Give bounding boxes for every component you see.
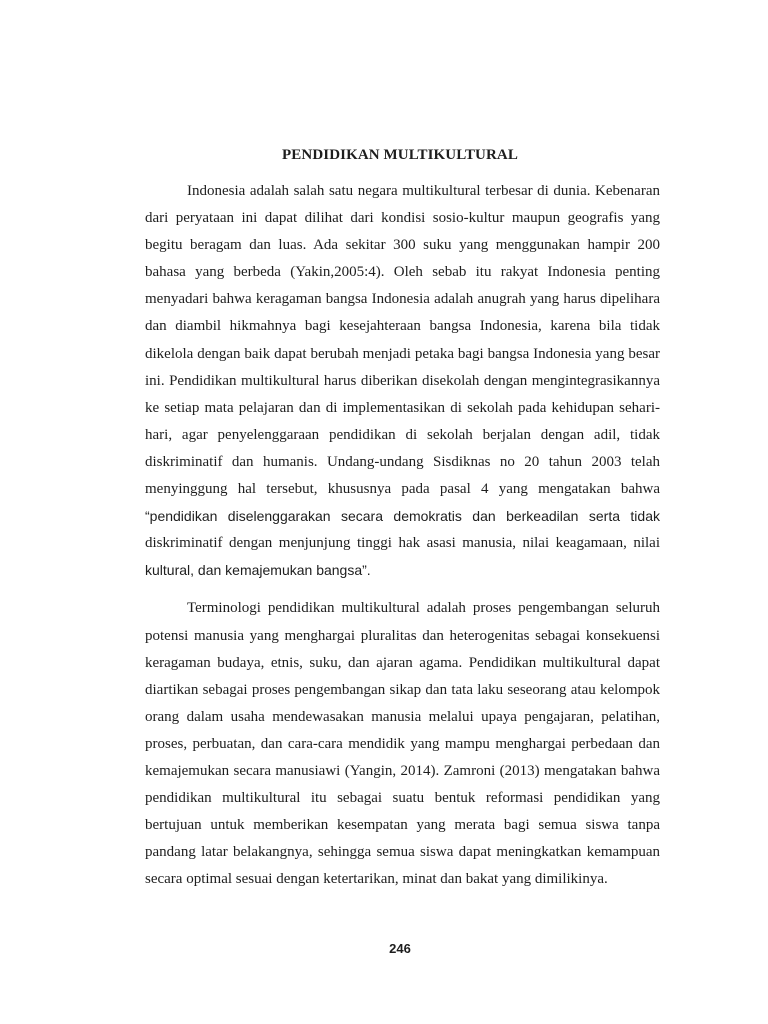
paragraph-1-line: ini. Pendidikan multikultural harus diberikan disekolah dengan mengintegrasikannya [145, 372, 660, 389]
body-text [145, 178, 660, 893]
paragraph-2-line: keragaman budaya, etnis, suku, dan ajaran agama. Pendidikan multikultural dapat [145, 654, 660, 671]
paragraph-2-line: potensi manusia yang menghargai pluralitas dan heterogenitas sebagai konsekuensi [145, 627, 660, 644]
paragraph-1-line: diskriminatif dan humanis. Undang-undang Sisdiknas no 20 tahun 2003 telah [145, 453, 660, 470]
paragraph-2-line: proses, perbuatan, dan cara-cara mendidik yang mampu menghargai perbedaan dan [145, 735, 660, 752]
page-number: 246 [389, 941, 411, 956]
paragraph-1-line: dan diambil hikmahnya bagi kesejahteraan bangsa Indonesia, karena bila tidak [145, 318, 660, 335]
paragraph-1-line: menyinggung hal tersebut, khususnya pada pasal 4 yang mengatakan bahwa [145, 481, 660, 498]
paragraph-2-line: orang dalam usaha mendewasakan manusia melalui upaya pengajaran, pelatihan, [145, 708, 660, 725]
paragraph-2-line: kemajemukan secara manusiawi (Yangin, 2014). Zamroni (2013) mengatakan bahwa [145, 762, 660, 779]
paragraph-2-line: pandang latar belakangnya, sehingga semua siswa dapat meningkatkan kemampuan [145, 844, 660, 861]
paragraph-2-line: Terminologi pendidikan multikultural adalah proses pengembangan seluruh [187, 600, 660, 617]
quote-line: kultural, dan kemajemukan bangsa”. [145, 562, 371, 579]
paragraph-2-line: bertujuan untuk memberikan kesempatan yang merata bagi semua siswa tanpa [145, 817, 660, 834]
paragraph-1-line: Indonesia adalah salah satu negara multikultural terbesar di dunia. Kebenaran [187, 183, 660, 199]
page-title: PENDIDIKAN MULTIKULTURAL [282, 147, 518, 163]
paragraph-2-line: secara optimal sesuai dengan ketertarikan, minat dan bakat yang dimilikinya. [145, 871, 608, 888]
paragraph-1-line: dikelola dengan baik dapat berubah menjadi petaka bagi bangsa Indonesia yang besar [145, 345, 660, 362]
paragraph-1-line: bahasa yang berbeda (Yakin,2005:4). Oleh sebab itu rakyat Indonesia penting [145, 264, 660, 281]
paragraph-1-line: ke setiap mata pelajaran dan di implementasikan di sekolah pada kehidupan sehari- [145, 399, 660, 416]
paragraph-1-line: hari, agar penyelenggaraan pendidikan di sekolah berjalan dengan adil, tidak [145, 426, 660, 443]
paragraph-1-line: begitu beragam dan luas. Ada sekitar 300 suku yang menggunakan hampir 200 [145, 237, 660, 254]
paragraph-2-line: pendidikan multikultural itu sebagai suatu bentuk reformasi pendidikan yang [145, 790, 660, 807]
paragraph-1-line: menyadari bahwa keragaman bangsa Indonesia adalah anugrah yang harus dipelihara [145, 291, 660, 308]
paragraph-1-line: dari peryataan ini dapat dilihat dari kondisi sosio-kultur maupun geografis yang [145, 210, 660, 227]
quote-line: diskriminatif dengan menjunjung tinggi hak asasi manusia, nilai keagamaan, nilai [145, 535, 660, 552]
paragraph-gap [145, 584, 660, 595]
paragraph-2-line: diartikan sebagai proses pengembangan sikap dan tata laku seseorang atau kelompok [145, 681, 660, 698]
quote-line: “pendidikan diselenggarakan secara demokratis dan berkeadilan serta tidak [145, 508, 660, 525]
